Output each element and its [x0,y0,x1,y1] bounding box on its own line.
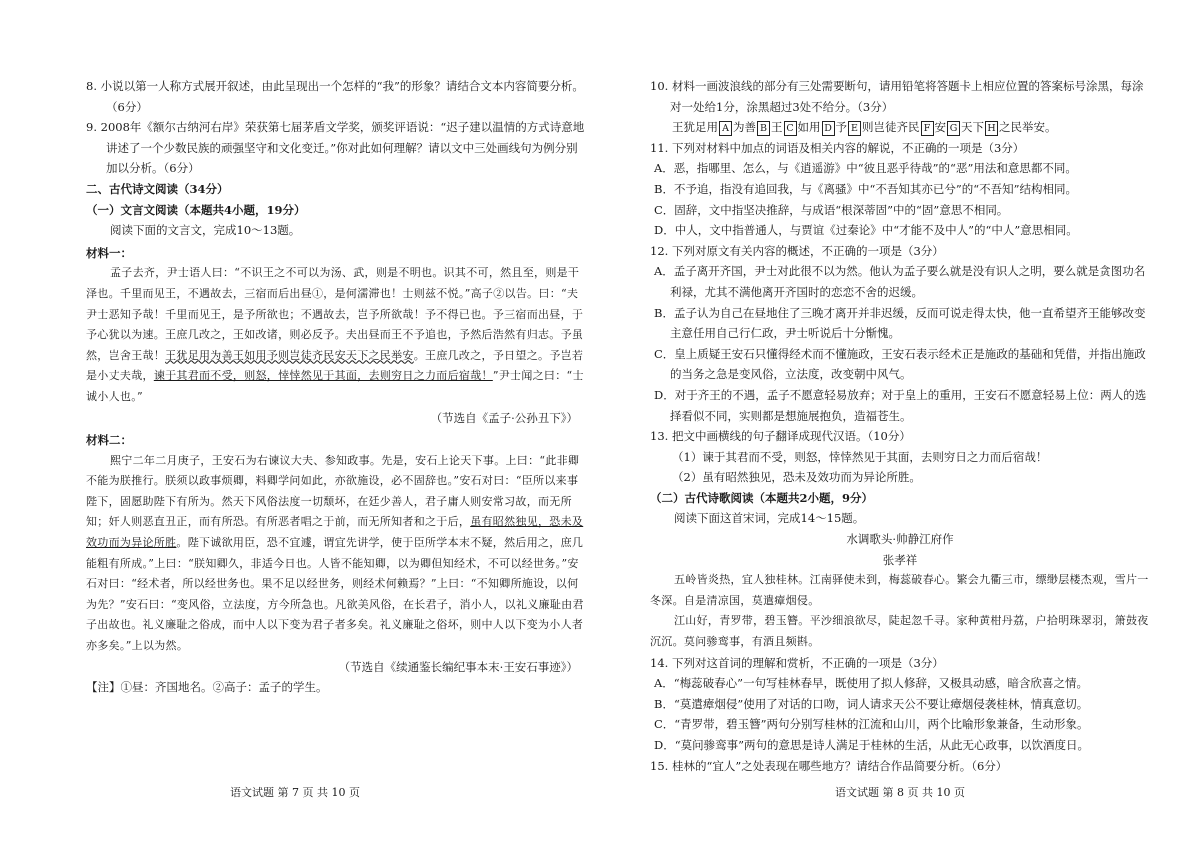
page-7-column [86,76,586,698]
seg-text: 为善 [733,120,756,135]
question-13-item-1: （1）谏于其君而不受，则怒，悻悻然见于其面，去则穷日之力而后宿哉！ [672,449,1048,464]
question-9: 9. 2008年《额尔古纳河右岸》荣获第七届茅盾文学奖，颁奖评语说：“迟子建以温情的方式诗意地讲述了一个少数民族的顽强坚守和文化变迁。”你对此如何理解？请以文中三处画线句为例分别加以分析。（6分） [86,120,585,176]
break-box-b: B [757,121,770,136]
page-8-footer: 语文试题 第 8 页 共 10 页 [835,786,965,799]
material-1-label: 材料一： [86,245,132,260]
question-14-option-d: D．“莫问骖鸾事”两句的意思是诗人满足于桂林的生活，从此无心政事，以饮酒度日。 [654,738,1089,752]
question-15: 15. 桂林的“宜人”之处表现在哪些地方？请结合作品简要分析。（6分） [650,758,1008,773]
question-11: 11. 下列对材料中加点的词语及相关内容的解说，不正确的一项是（3分） [650,140,1025,155]
material-2-source: （节选自《续通鉴长编纪事本末·王安石事迹》） [338,659,578,674]
question-14-option-a: A．“梅蕊破春心”一句写桂林春早，既使用了拟人修辞，又极具动感，暗含欣喜之情。 [654,676,1089,691]
break-box-c: C [784,121,797,136]
question-12-option-a: A．孟子离开齐国，尹士对此很不以为然。他认为孟子要么就是没有识人之明，要么就是贪图功名利禄，尤其不满他离开齐国时的恋恋不舍的迟缓。 [654,264,1146,299]
question-11-option-d: D．中人，文中指普通人，与贾谊《过秦论》中“才能不及中人”的“中人”意思相同。 [654,223,1078,238]
page-8 [600,0,1200,849]
seg-text: 之民举安。 [999,120,1057,135]
page-8-column [650,76,1150,776]
material-2-label: 材料二： [86,433,132,448]
question-11-option-c: C．固辞，文中指坚决推辞，与成语“根深蒂固”中的“固”意思不相同。 [654,202,1009,217]
material-2-part-a: 熙宁二年二月庚子，王安石为右谏议大夫、参知政事。先是，安石上论天下事。上曰：“此非卿不能为朕推行。朕须以政事烦卿，料卿学问如此，亦欲施设，必不固辞也。”安石对曰：“臣所以来事陛下，固愿助陛下有所为。然天下风俗法度一切颓坏，在廷少善人，君子庸人则安常习故，而无所知；奸人则恶直丑正，而有所恐。有所恶者唱之于前，而无所知者和之于后， [86,453,580,529]
material-1-wavy-line: 王犹足用为善王如用予则岂徒齐民安天下之民举安 [165,348,414,362]
question-10-sentence [650,117,1150,138]
question-12: 12. 下列对原文有关内容的概述，不正确的一项是（3分） [650,243,944,258]
material-1-underlined-sentence: 谏于其君而不受，则怒，悻悻然见于其面，去则穷日之力而后宿哉！ [153,369,493,383]
question-14-option-b: B．“莫遣瘴烟侵”使用了对话的口吻，词人请求天公不要让瘴烟侵袭桂林，情真意切。 [654,696,1089,711]
page-7-footer: 语文试题 第 7 页 共 10 页 [230,786,360,799]
reading-instruction: 阅读下面的文言文，完成10～13题。 [110,223,301,238]
poem-author: 张孝祥 [882,552,918,567]
question-12-option-c: C．皇上质疑王安石只懂得经术而不懂施政，王安石表示经术正是施政的基础和凭借，并指出施政的当务之急是变风俗，立法度，改变朝中风气。 [654,346,1146,382]
break-box-d: D [822,121,835,136]
annotation-note: 【注】①昼：齐国地名。②高子：孟子的学生。 [86,680,328,695]
material-2-text [86,451,586,657]
section-2-heading: 二、古代诗文阅读（34分） [86,181,229,196]
break-box-h: H [985,121,998,136]
question-13-item-2: （2）虽有昭然独见，恐未及效功而为异论所胜。 [672,470,921,485]
seg-text: 安 [934,120,946,135]
question-12-option-d: D．对于齐王的不遇，孟子不愿意轻易放弃；对于皇上的重用，王安石不愿意轻易上位：两人的选择看似不同，实则都是想施展抱负，造福苍生。 [654,387,1147,423]
break-box-g: G [947,121,960,136]
question-8: 8. 小说以第一人称方式展开叙述，由此呈现出一个怎样的“我”的形象？请结合文本内容简要分析。（6分） [86,79,584,114]
question-14: 14. 下列对这首词的理解和赏析，不正确的一项是（3分） [650,655,944,670]
subsection-classical-prose: （一）文言文阅读（本题共4小题，19分） [86,202,306,217]
question-14-option-c: C．“青罗带，碧玉簪”两句分别写桂林的江流和山川，两个比喻形象兼备，生动形象。 [654,717,1089,732]
material-1-text [86,263,586,407]
break-box-a: A [719,121,732,136]
material-2-part-b: 。陛下诚欲用臣，恐不宜遽，谓宜先讲学，使于臣所学本末不疑，然后用之，庶几能粗有所成。”上曰：“朕知卿久，非适今日也。人皆不能知卿，以为卿但知经术，不可以经世务。”安石对曰：“经术者，所以经世务也。果不足以经世务，则经术何赖焉？”上曰：“不知卿所施设，以何为先？”安石曰：“变风俗，立法度，方今所急也。凡欲美风俗，在长君子，消小人，以礼义廉耻由君子出故也。礼义廉耻之俗成，而中人以下变为君子者多矣。礼义廉耻之俗坏，则中人以下变为小人者亦多矣。”上以为然。 [86,536,584,653]
material-1-part-c: ”尹士闻之曰：“士诚小人也。” [86,369,584,403]
question-12-option-b: B．孟子认为自己在昼地住了三晚才离开并非迟缓，反而可说走得太快，他一直希望齐王能够改变主意任用自己行仁政，尹士听说后十分惭愧。 [654,305,1146,341]
break-box-e: E [848,121,861,136]
subsection-poetry: （二）古代诗歌阅读（本题共2小题，9分） [650,490,874,505]
question-11-option-a: A．恶，指哪里、怎么，与《逍遥游》中“彼且恶乎待哉”的“恶”用法和意思都不同。 [654,161,1077,176]
break-box-f: F [921,121,934,136]
seg-text: 天下 [961,120,984,135]
seg-text: 则岂徒齐民 [862,120,920,135]
seg-text: 王 [771,120,783,135]
question-10: 10. 材料一画波浪线的部分有三处需要断句，请用铅笔将答题卡上相应位置的答案标号涂黑，每涂对一处给1分，涂黑超过3处不给分。（3分） [650,79,1144,114]
material-1-part-b: 。王庶几改之，予日望之。予岂若是小丈夫哉， [86,348,584,383]
seg-text: 王犹足用 [672,120,718,135]
seg-text: 予 [835,120,847,135]
poetry-instruction: 阅读下面这首宋词，完成14～15题。 [674,511,865,526]
poem-stanza-2: 江山好，青罗带，碧玉簪。平沙细浪欲尽，陡起忽千寻。家种黄柑丹荔，户拾明珠翠羽，箫鼓夜沉沉。莫问骖鸾事，有酒且频斟。 [650,614,1149,649]
question-13: 13. 把文中画横线的句子翻译成现代汉语。（10分） [650,429,911,444]
poem-stanza-1: 五岭皆炎热，宜人独桂林。江南驿使未到，梅蕊破春心。繁会九衢三市，缥缈层楼杰观，雪片一冬深。自是清凉国，莫遣瘴烟侵。 [650,573,1149,607]
material-1-part-a: 孟子去齐，尹士语人曰：“不识王之不可以为汤、武，则是不明也。识其不可，然且至，则是干泽也。千里而见王，不遇故去，三宿而后出昼①，是何濡滞也！士则兹不悦。”高子②以告。曰：“夫尹士恶知予哉！千里而见王，是予所欲也；不遇故去，岂予所欲哉！予不得已也。予三宿而出昼，于予心犹以为速。王庶几改之，王如改诸，则必反予。夫出昼而王不予追也，予然后浩然有归志。予虽然，岂舍王哉！ [86,266,584,362]
question-11-option-b: B．不予追，指没有追回我，与《离骚》中“不吾知其亦已兮”的“不吾知”结构相同。 [654,181,1077,196]
poem-title: 水调歌头·帅静江府作 [846,532,954,547]
material-1-source: （节选自《孟子·公孙丑下》） [430,410,578,425]
seg-text: 如用 [797,120,821,135]
material-2-underlined-sentence: 虽有昭然独见，恐未及效功而为异论所胜 [86,515,584,550]
